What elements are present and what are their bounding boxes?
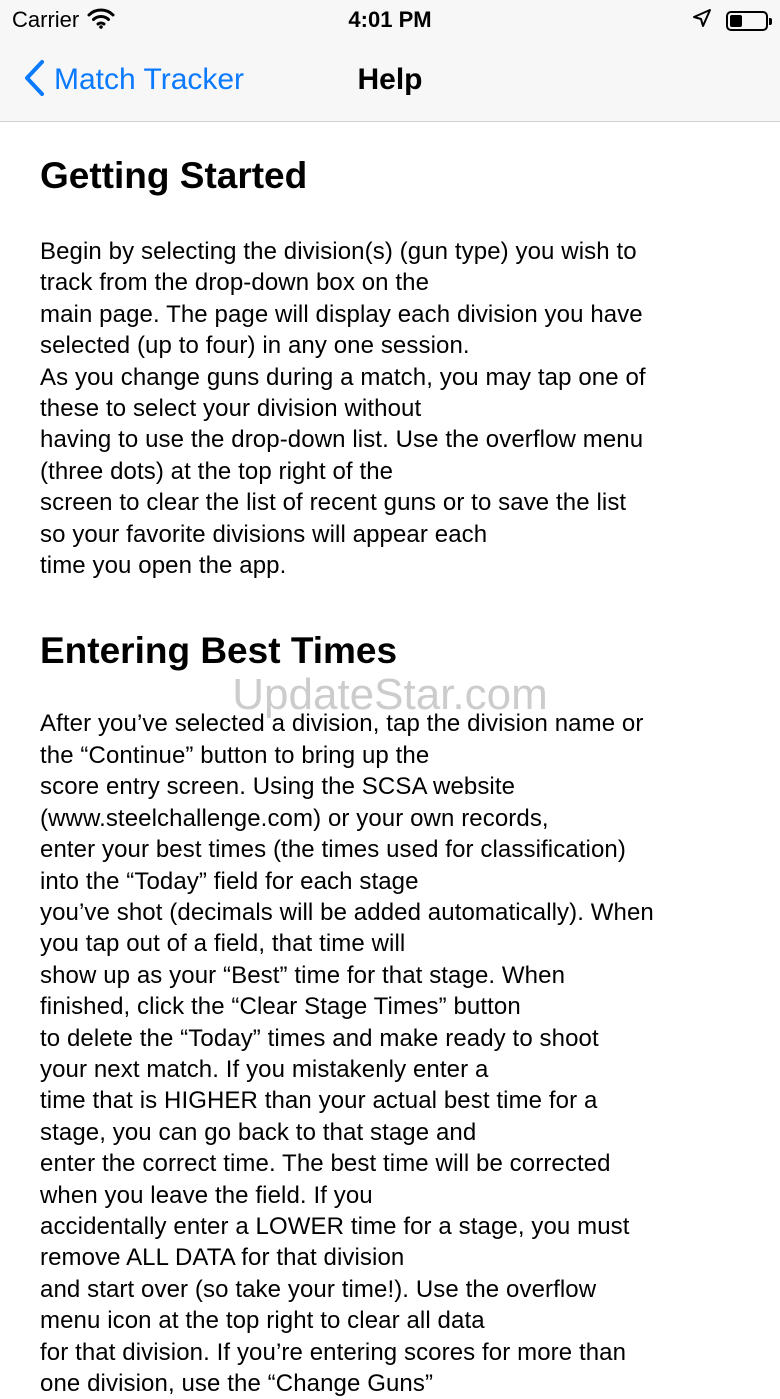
help-content[interactable] <box>40 122 742 1397</box>
page-title: Help <box>357 63 423 96</box>
section-body-entering-best-times: After you’ve selected a division, tap the division name or the “Continue” button to bring up the score entry screen. Using the SCSA website (www.steelchallenge.com) or your own records, enter your best times (the times used for classification) into the “Today” field for each stage you’ve shot (decimals will be added automatically). When you tap out of a field, that time will show up as your “Best” time for that stage. When finished, click the “Clear Stage Times” button to delete the “Today” times and make ready to shoot your next match. If you mistakenly enter a time that is HIGHER than your actual best time for a stage, you can go back to that stage and enter the correct time. The best time will be corrected when you leave the field. If you accidentally enter a LOWER time for a stage, you must remove ALL DATA for that division and start over (so take your time!). Use the overflow menu icon at the top right to clear all data for that division. If you’re entering scores for more than one division, use the “Change Guns” <box>40 710 654 1397</box>
watermark: UpdateStar.com <box>232 670 548 719</box>
navigation-bar <box>0 40 780 122</box>
location-arrow-icon <box>692 8 712 33</box>
carrier-name: Carrier <box>12 7 80 32</box>
status-bar <box>0 0 780 40</box>
back-button-label: Match Tracker <box>54 63 245 96</box>
section-heading-entering-best-times: Entering Best Times <box>40 630 398 672</box>
battery-level <box>730 15 742 27</box>
section-heading-getting-started: Getting Started <box>40 155 308 196</box>
battery-icon <box>726 11 768 31</box>
status-right-group <box>692 8 768 33</box>
section-body-getting-started: Begin by selecting the division(s) (gun type) you wish to track from the drop-down box on the main page. The page will display each division you have selected (up to four) in any one session. As you change guns during a match, you may tap one of these to select your division without having to use the drop-down list. Use the overflow menu (three dots) at the top right of the screen to clear the list of recent guns or to save the list so your favorite divisions will appear each time you open the app. <box>40 238 646 580</box>
status-time: 4:01 PM <box>348 7 432 32</box>
